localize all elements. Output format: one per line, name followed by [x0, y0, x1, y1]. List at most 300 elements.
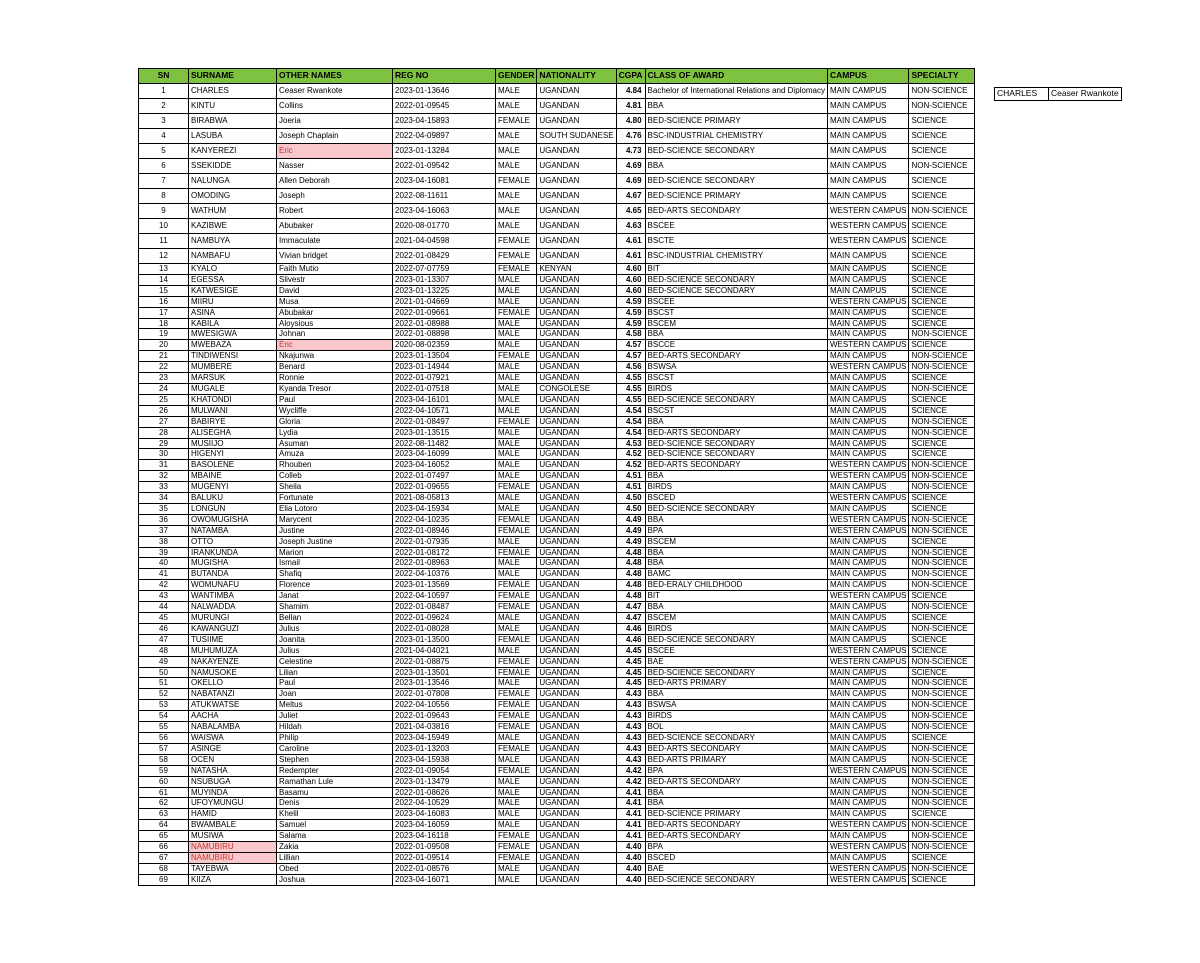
- cell-specialty[interactable]: SCIENCE: [909, 307, 975, 318]
- cell-class-of-award[interactable]: BED-SCIENCE PRIMARY: [645, 809, 827, 820]
- cell-campus[interactable]: WESTERN CAMPUS: [827, 645, 908, 656]
- cell-surname[interactable]: KYALO: [189, 264, 277, 275]
- cell-nationality[interactable]: UGANDAN: [537, 249, 616, 264]
- cell-campus[interactable]: WESTERN CAMPUS: [827, 514, 908, 525]
- cell-campus[interactable]: MAIN CAMPUS: [827, 700, 908, 711]
- cell-surname[interactable]: MWEBAZA: [189, 340, 277, 351]
- cell-class-of-award[interactable]: BIRDS: [645, 711, 827, 722]
- cell-class-of-award[interactable]: BPA: [645, 842, 827, 853]
- cell-sn[interactable]: 27: [139, 416, 189, 427]
- cell-specialty[interactable]: NON-SCIENCE: [909, 656, 975, 667]
- cell-other-names[interactable]: Stephen: [277, 754, 393, 765]
- cell-reg-no[interactable]: 2020-08-01770: [393, 219, 496, 234]
- cell-campus[interactable]: MAIN CAMPUS: [827, 776, 908, 787]
- cell-surname[interactable]: HAMID: [189, 809, 277, 820]
- cell-nationality[interactable]: CONGOLESE: [537, 383, 616, 394]
- cell-other-names[interactable]: Abubakar: [277, 307, 393, 318]
- cell-sn[interactable]: 26: [139, 405, 189, 416]
- cell-reg-no[interactable]: 2022-04-10571: [393, 405, 496, 416]
- cell-specialty[interactable]: NON-SCIENCE: [909, 689, 975, 700]
- cell-reg-no[interactable]: 2023-01-13501: [393, 667, 496, 678]
- cell-reg-no[interactable]: 2022-01-09624: [393, 613, 496, 624]
- cell-cgpa[interactable]: 4.54: [616, 405, 645, 416]
- cell-campus[interactable]: WESTERN CAMPUS: [827, 863, 908, 874]
- cell-campus[interactable]: MAIN CAMPUS: [827, 634, 908, 645]
- cell-class-of-award[interactable]: BBA: [645, 99, 827, 114]
- cell-class-of-award[interactable]: BED-SCIENCE SECONDARY: [645, 285, 827, 296]
- cell-specialty[interactable]: NON-SCIENCE: [909, 776, 975, 787]
- cell-class-of-award[interactable]: BBA: [645, 558, 827, 569]
- cell-other-names[interactable]: Paul: [277, 678, 393, 689]
- cell-sn[interactable]: 11: [139, 234, 189, 249]
- cell-sn[interactable]: 8: [139, 189, 189, 204]
- cell-sn[interactable]: 10: [139, 219, 189, 234]
- cell-gender[interactable]: MALE: [496, 863, 537, 874]
- cell-other-names[interactable]: Lillian: [277, 852, 393, 863]
- cell-nationality[interactable]: UGANDAN: [537, 623, 616, 634]
- cell-reg-no[interactable]: 2023-04-16083: [393, 809, 496, 820]
- cell-surname[interactable]: MULWANI: [189, 405, 277, 416]
- cell-gender[interactable]: MALE: [496, 373, 537, 384]
- cell-reg-no[interactable]: 2022-07-07759: [393, 264, 496, 275]
- cell-cgpa[interactable]: 4.60: [616, 285, 645, 296]
- cell-other-names[interactable]: Wycliffe: [277, 405, 393, 416]
- cell-surname[interactable]: WANTIMBA: [189, 591, 277, 602]
- cell-gender[interactable]: MALE: [496, 159, 537, 174]
- cell-nationality[interactable]: UGANDAN: [537, 743, 616, 754]
- cell-campus[interactable]: MAIN CAMPUS: [827, 285, 908, 296]
- cell-cgpa[interactable]: 4.54: [616, 416, 645, 427]
- cell-other-names[interactable]: Marion: [277, 547, 393, 558]
- cell-reg-no[interactable]: 2023-04-15934: [393, 503, 496, 514]
- cell-gender[interactable]: FEMALE: [496, 667, 537, 678]
- cell-sn[interactable]: 14: [139, 274, 189, 285]
- cell-class-of-award[interactable]: BED-ARTS SECONDARY: [645, 820, 827, 831]
- cell-sn[interactable]: 23: [139, 373, 189, 384]
- cell-nationality[interactable]: UGANDAN: [537, 174, 616, 189]
- cell-campus[interactable]: MAIN CAMPUS: [827, 394, 908, 405]
- cell-sn[interactable]: 2: [139, 99, 189, 114]
- cell-campus[interactable]: MAIN CAMPUS: [827, 602, 908, 613]
- cell-reg-no[interactable]: 2022-08-11482: [393, 438, 496, 449]
- cell-other-names[interactable]: Joshua: [277, 874, 393, 885]
- cell-class-of-award[interactable]: BSCCE: [645, 340, 827, 351]
- cell-gender[interactable]: MALE: [496, 678, 537, 689]
- cell-specialty[interactable]: NON-SCIENCE: [909, 159, 975, 174]
- cell-nationality[interactable]: UGANDAN: [537, 114, 616, 129]
- cell-other-names[interactable]: Gloria: [277, 416, 393, 427]
- cell-cgpa[interactable]: 4.59: [616, 307, 645, 318]
- cell-surname[interactable]: TINDIWENSI: [189, 351, 277, 362]
- cell-other-names[interactable]: Eric: [277, 144, 393, 159]
- cell-nationality[interactable]: UGANDAN: [537, 405, 616, 416]
- cell-specialty[interactable]: SCIENCE: [909, 874, 975, 885]
- cell-gender[interactable]: MALE: [496, 493, 537, 504]
- cell-nationality[interactable]: UGANDAN: [537, 602, 616, 613]
- cell-class-of-award[interactable]: Bachelor of International Relations and Diplomacy: [645, 84, 827, 99]
- cell-specialty[interactable]: SCIENCE: [909, 249, 975, 264]
- cell-campus[interactable]: MAIN CAMPUS: [827, 264, 908, 275]
- cell-sn[interactable]: 6: [139, 159, 189, 174]
- cell-cgpa[interactable]: 4.69: [616, 159, 645, 174]
- cell-sn[interactable]: 4: [139, 129, 189, 144]
- cell-nationality[interactable]: UGANDAN: [537, 307, 616, 318]
- cell-reg-no[interactable]: 2022-01-09655: [393, 482, 496, 493]
- cell-campus[interactable]: MAIN CAMPUS: [827, 503, 908, 514]
- cell-class-of-award[interactable]: BED-SCIENCE SECONDARY: [645, 174, 827, 189]
- cell-gender[interactable]: FEMALE: [496, 842, 537, 853]
- cell-other-names[interactable]: Zakia: [277, 842, 393, 853]
- cell-cgpa[interactable]: 4.51: [616, 471, 645, 482]
- cell-other-names[interactable]: Rhouben: [277, 460, 393, 471]
- cell-sn[interactable]: 61: [139, 787, 189, 798]
- cell-nationality[interactable]: UGANDAN: [537, 700, 616, 711]
- cell-campus[interactable]: MAIN CAMPUS: [827, 189, 908, 204]
- cell-specialty[interactable]: SCIENCE: [909, 634, 975, 645]
- cell-specialty[interactable]: NON-SCIENCE: [909, 427, 975, 438]
- cell-surname[interactable]: MARSUK: [189, 373, 277, 384]
- cell-sn[interactable]: 35: [139, 503, 189, 514]
- cell-surname[interactable]: KATWESIGE: [189, 285, 277, 296]
- header-surname[interactable]: SURNAME: [189, 69, 277, 84]
- cell-specialty[interactable]: NON-SCIENCE: [909, 602, 975, 613]
- cell-reg-no[interactable]: 2022-01-08946: [393, 525, 496, 536]
- cell-surname[interactable]: BIRABWA: [189, 114, 277, 129]
- cell-class-of-award[interactable]: BED-SCIENCE SECONDARY: [645, 394, 827, 405]
- cell-cgpa[interactable]: 4.55: [616, 373, 645, 384]
- cell-gender[interactable]: FEMALE: [496, 547, 537, 558]
- cell-sn[interactable]: 57: [139, 743, 189, 754]
- cell-surname[interactable]: HIGENYI: [189, 449, 277, 460]
- cell-sn[interactable]: 46: [139, 623, 189, 634]
- cell-other-names[interactable]: Lilian: [277, 667, 393, 678]
- cell-surname[interactable]: ASINA: [189, 307, 277, 318]
- cell-class-of-award[interactable]: BIRDS: [645, 383, 827, 394]
- cell-class-of-award[interactable]: BSCEE: [645, 645, 827, 656]
- cell-cgpa[interactable]: 4.47: [616, 602, 645, 613]
- cell-nationality[interactable]: UGANDAN: [537, 547, 616, 558]
- cell-reg-no[interactable]: 2022-04-10235: [393, 514, 496, 525]
- cell-specialty[interactable]: NON-SCIENCE: [909, 754, 975, 765]
- cell-reg-no[interactable]: 2023-04-16099: [393, 449, 496, 460]
- cell-surname[interactable]: BABIRYE: [189, 416, 277, 427]
- cell-reg-no[interactable]: 2022-01-08028: [393, 623, 496, 634]
- cell-cgpa[interactable]: 4.53: [616, 438, 645, 449]
- cell-nationality[interactable]: UGANDAN: [537, 503, 616, 514]
- cell-reg-no[interactable]: 2022-01-08988: [393, 318, 496, 329]
- cell-other-names[interactable]: Musa: [277, 296, 393, 307]
- cell-reg-no[interactable]: 2023-04-15893: [393, 114, 496, 129]
- cell-reg-no[interactable]: 2022-01-08898: [393, 329, 496, 340]
- cell-class-of-award[interactable]: BSCED: [645, 852, 827, 863]
- cell-campus[interactable]: MAIN CAMPUS: [827, 159, 908, 174]
- cell-gender[interactable]: FEMALE: [496, 634, 537, 645]
- cell-specialty[interactable]: NON-SCIENCE: [909, 471, 975, 482]
- cell-other-names[interactable]: Johnan: [277, 329, 393, 340]
- cell-specialty[interactable]: NON-SCIENCE: [909, 416, 975, 427]
- cell-cgpa[interactable]: 4.41: [616, 787, 645, 798]
- cell-reg-no[interactable]: 2022-01-08626: [393, 787, 496, 798]
- cell-campus[interactable]: WESTERN CAMPUS: [827, 460, 908, 471]
- cell-class-of-award[interactable]: BSCST: [645, 373, 827, 384]
- cell-surname[interactable]: NSUBUGA: [189, 776, 277, 787]
- cell-other-names[interactable]: Samuel: [277, 820, 393, 831]
- cell-sn[interactable]: 36: [139, 514, 189, 525]
- cell-nationality[interactable]: UGANDAN: [537, 449, 616, 460]
- cell-cgpa[interactable]: 4.57: [616, 340, 645, 351]
- cell-class-of-award[interactable]: BED-ARTS SECONDARY: [645, 351, 827, 362]
- cell-surname[interactable]: WATHUM: [189, 204, 277, 219]
- cell-other-names[interactable]: Janat: [277, 591, 393, 602]
- cell-campus[interactable]: MAIN CAMPUS: [827, 831, 908, 842]
- cell-sn[interactable]: 65: [139, 831, 189, 842]
- cell-class-of-award[interactable]: BSC-INDUSTRIAL CHEMISTRY: [645, 129, 827, 144]
- cell-reg-no[interactable]: 2023-01-13515: [393, 427, 496, 438]
- cell-nationality[interactable]: UGANDAN: [537, 765, 616, 776]
- cell-specialty[interactable]: NON-SCIENCE: [909, 558, 975, 569]
- cell-other-names[interactable]: Collins: [277, 99, 393, 114]
- cell-nationality[interactable]: UGANDAN: [537, 460, 616, 471]
- cell-specialty[interactable]: SCIENCE: [909, 285, 975, 296]
- cell-reg-no[interactable]: 2021-01-04669: [393, 296, 496, 307]
- cell-nationality[interactable]: UGANDAN: [537, 525, 616, 536]
- cell-other-names[interactable]: Philip: [277, 732, 393, 743]
- cell-nationality[interactable]: UGANDAN: [537, 394, 616, 405]
- cell-campus[interactable]: WESTERN CAMPUS: [827, 842, 908, 853]
- cell-nationality[interactable]: UGANDAN: [537, 809, 616, 820]
- cell-sn[interactable]: 34: [139, 493, 189, 504]
- cell-other-names[interactable]: Fortunate: [277, 493, 393, 504]
- cell-surname[interactable]: NAMBUYA: [189, 234, 277, 249]
- cell-class-of-award[interactable]: BBA: [645, 471, 827, 482]
- cell-reg-no[interactable]: 2023-01-13646: [393, 84, 496, 99]
- cell-class-of-award[interactable]: BSC-INDUSTRIAL CHEMISTRY: [645, 249, 827, 264]
- cell-campus[interactable]: MAIN CAMPUS: [827, 174, 908, 189]
- cell-reg-no[interactable]: 2022-01-08497: [393, 416, 496, 427]
- cell-surname[interactable]: MUSIIJO: [189, 438, 277, 449]
- cell-surname[interactable]: NABATANZI: [189, 689, 277, 700]
- cell-specialty[interactable]: NON-SCIENCE: [909, 460, 975, 471]
- cell-campus[interactable]: MAIN CAMPUS: [827, 569, 908, 580]
- cell-surname[interactable]: NALUNGA: [189, 174, 277, 189]
- cell-gender[interactable]: MALE: [496, 285, 537, 296]
- cell-reg-no[interactable]: 2021-04-03816: [393, 722, 496, 733]
- cell-campus[interactable]: MAIN CAMPUS: [827, 405, 908, 416]
- cell-cgpa[interactable]: 4.40: [616, 852, 645, 863]
- cell-reg-no[interactable]: 2022-04-10529: [393, 798, 496, 809]
- cell-sn[interactable]: 31: [139, 460, 189, 471]
- cell-reg-no[interactable]: 2023-01-13479: [393, 776, 496, 787]
- cell-specialty[interactable]: SCIENCE: [909, 234, 975, 249]
- cell-reg-no[interactable]: 2023-04-15938: [393, 754, 496, 765]
- cell-sn[interactable]: 21: [139, 351, 189, 362]
- cell-gender[interactable]: FEMALE: [496, 722, 537, 733]
- cell-cgpa[interactable]: 4.50: [616, 493, 645, 504]
- cell-gender[interactable]: FEMALE: [496, 416, 537, 427]
- cell-specialty[interactable]: NON-SCIENCE: [909, 743, 975, 754]
- cell-class-of-award[interactable]: BED-ARTS SECONDARY: [645, 204, 827, 219]
- cell-campus[interactable]: MAIN CAMPUS: [827, 249, 908, 264]
- cell-reg-no[interactable]: 2021-04-04598: [393, 234, 496, 249]
- cell-gender[interactable]: FEMALE: [496, 307, 537, 318]
- cell-cgpa[interactable]: 4.50: [616, 503, 645, 514]
- cell-sn[interactable]: 44: [139, 602, 189, 613]
- cell-other-names[interactable]: Slivestr: [277, 274, 393, 285]
- cell-campus[interactable]: MAIN CAMPUS: [827, 580, 908, 591]
- cell-other-names[interactable]: Ceaser Rwankote: [277, 84, 393, 99]
- cell-cgpa[interactable]: 4.40: [616, 874, 645, 885]
- cell-surname[interactable]: AACHA: [189, 711, 277, 722]
- cell-gender[interactable]: FEMALE: [496, 174, 537, 189]
- cell-sn[interactable]: 50: [139, 667, 189, 678]
- cell-cgpa[interactable]: 4.51: [616, 482, 645, 493]
- cell-surname[interactable]: MUGALE: [189, 383, 277, 394]
- cell-gender[interactable]: MALE: [496, 503, 537, 514]
- cell-campus[interactable]: MAIN CAMPUS: [827, 307, 908, 318]
- cell-gender[interactable]: MALE: [496, 219, 537, 234]
- cell-reg-no[interactable]: 2022-01-09514: [393, 852, 496, 863]
- cell-sn[interactable]: 25: [139, 394, 189, 405]
- cell-nationality[interactable]: UGANDAN: [537, 84, 616, 99]
- cell-surname[interactable]: UFOYMUNGU: [189, 798, 277, 809]
- cell-specialty[interactable]: SCIENCE: [909, 129, 975, 144]
- cell-nationality[interactable]: UGANDAN: [537, 874, 616, 885]
- cell-nationality[interactable]: UGANDAN: [537, 711, 616, 722]
- cell-nationality[interactable]: UGANDAN: [537, 427, 616, 438]
- cell-cgpa[interactable]: 4.61: [616, 234, 645, 249]
- cell-surname[interactable]: MUYINDA: [189, 787, 277, 798]
- cell-cgpa[interactable]: 4.63: [616, 219, 645, 234]
- cell-sn[interactable]: 49: [139, 656, 189, 667]
- cell-class-of-award[interactable]: BSCEM: [645, 613, 827, 624]
- cell-other-names[interactable]: Redempter: [277, 765, 393, 776]
- cell-nationality[interactable]: UGANDAN: [537, 852, 616, 863]
- cell-class-of-award[interactable]: BED-ARTS SECONDARY: [645, 460, 827, 471]
- cell-reg-no[interactable]: 2022-01-09643: [393, 711, 496, 722]
- cell-campus[interactable]: MAIN CAMPUS: [827, 438, 908, 449]
- cell-other-names[interactable]: Amuza: [277, 449, 393, 460]
- cell-gender[interactable]: FEMALE: [496, 656, 537, 667]
- cell-campus[interactable]: MAIN CAMPUS: [827, 416, 908, 427]
- cell-class-of-award[interactable]: BBA: [645, 514, 827, 525]
- cell-class-of-award[interactable]: BED-SCIENCE SECONDARY: [645, 503, 827, 514]
- cell-cgpa[interactable]: 4.67: [616, 189, 645, 204]
- cell-surname[interactable]: MIIRU: [189, 296, 277, 307]
- cell-reg-no[interactable]: 2023-01-13307: [393, 274, 496, 285]
- cell-reg-no[interactable]: 2022-01-08875: [393, 656, 496, 667]
- cell-campus[interactable]: MAIN CAMPUS: [827, 144, 908, 159]
- cell-campus[interactable]: MAIN CAMPUS: [827, 558, 908, 569]
- cell-class-of-award[interactable]: BAMC: [645, 569, 827, 580]
- cell-surname[interactable]: OWOMUGISHA: [189, 514, 277, 525]
- cell-nationality[interactable]: UGANDAN: [537, 558, 616, 569]
- cell-reg-no[interactable]: 2023-04-15949: [393, 732, 496, 743]
- cell-nationality[interactable]: UGANDAN: [537, 514, 616, 525]
- cell-sn[interactable]: 1: [139, 84, 189, 99]
- cell-cgpa[interactable]: 4.81: [616, 99, 645, 114]
- cell-specialty[interactable]: SCIENCE: [909, 340, 975, 351]
- cell-cgpa[interactable]: 4.43: [616, 689, 645, 700]
- cell-nationality[interactable]: UGANDAN: [537, 732, 616, 743]
- cell-surname[interactable]: MWESIGWA: [189, 329, 277, 340]
- cell-campus[interactable]: WESTERN CAMPUS: [827, 234, 908, 249]
- cell-class-of-award[interactable]: BPA: [645, 525, 827, 536]
- cell-sn[interactable]: 43: [139, 591, 189, 602]
- cell-campus[interactable]: MAIN CAMPUS: [827, 427, 908, 438]
- cell-campus[interactable]: WESTERN CAMPUS: [827, 362, 908, 373]
- cell-gender[interactable]: MALE: [496, 144, 537, 159]
- cell-reg-no[interactable]: 2023-01-13284: [393, 144, 496, 159]
- cell-specialty[interactable]: SCIENCE: [909, 852, 975, 863]
- cell-gender[interactable]: FEMALE: [496, 264, 537, 275]
- cell-campus[interactable]: MAIN CAMPUS: [827, 722, 908, 733]
- cell-other-names[interactable]: Joeria: [277, 114, 393, 129]
- cell-reg-no[interactable]: 2023-01-13500: [393, 634, 496, 645]
- cell-gender[interactable]: MALE: [496, 84, 537, 99]
- cell-nationality[interactable]: UGANDAN: [537, 645, 616, 656]
- cell-cgpa[interactable]: 4.49: [616, 536, 645, 547]
- cell-class-of-award[interactable]: BED-SCIENCE SECONDARY: [645, 274, 827, 285]
- cell-class-of-award[interactable]: BBA: [645, 689, 827, 700]
- header-other-names[interactable]: OTHER NAMES: [277, 69, 393, 84]
- cell-campus[interactable]: WESTERN CAMPUS: [827, 765, 908, 776]
- cell-surname[interactable]: NATASHA: [189, 765, 277, 776]
- cell-nationality[interactable]: UGANDAN: [537, 204, 616, 219]
- header-sn[interactable]: SN: [139, 69, 189, 84]
- cell-class-of-award[interactable]: BED-SCIENCE SECONDARY: [645, 634, 827, 645]
- cell-nationality[interactable]: UGANDAN: [537, 318, 616, 329]
- cell-class-of-award[interactable]: BIRDS: [645, 623, 827, 634]
- cell-surname[interactable]: TAYEBWA: [189, 863, 277, 874]
- cell-class-of-award[interactable]: BSCEE: [645, 296, 827, 307]
- cell-gender[interactable]: MALE: [496, 787, 537, 798]
- cell-gender[interactable]: FEMALE: [496, 249, 537, 264]
- cell-sn[interactable]: 67: [139, 852, 189, 863]
- cell-specialty[interactable]: SCIENCE: [909, 174, 975, 189]
- cell-reg-no[interactable]: 2022-01-07518: [393, 383, 496, 394]
- cell-class-of-award[interactable]: BED-ERALY CHILDHOOD: [645, 580, 827, 591]
- cell-other-names[interactable]: Lydia: [277, 427, 393, 438]
- cell-cgpa[interactable]: 4.43: [616, 722, 645, 733]
- cell-gender[interactable]: FEMALE: [496, 234, 537, 249]
- cell-campus[interactable]: MAIN CAMPUS: [827, 743, 908, 754]
- cell-surname[interactable]: KHATONDI: [189, 394, 277, 405]
- cell-specialty[interactable]: SCIENCE: [909, 536, 975, 547]
- cell-surname[interactable]: OKELLO: [189, 678, 277, 689]
- cell-specialty[interactable]: SCIENCE: [909, 405, 975, 416]
- cell-nationality[interactable]: UGANDAN: [537, 144, 616, 159]
- cell-cgpa[interactable]: 4.60: [616, 274, 645, 285]
- cell-gender[interactable]: MALE: [496, 129, 537, 144]
- cell-other-names[interactable]: Joseph Chaplain: [277, 129, 393, 144]
- cell-gender[interactable]: FEMALE: [496, 689, 537, 700]
- cell-gender[interactable]: FEMALE: [496, 114, 537, 129]
- cell-nationality[interactable]: UGANDAN: [537, 362, 616, 373]
- cell-cgpa[interactable]: 4.54: [616, 427, 645, 438]
- cell-specialty[interactable]: NON-SCIENCE: [909, 329, 975, 340]
- cell-cgpa[interactable]: 4.48: [616, 591, 645, 602]
- cell-gender[interactable]: MALE: [496, 383, 537, 394]
- cell-gender[interactable]: MALE: [496, 809, 537, 820]
- cell-surname[interactable]: LONGUN: [189, 503, 277, 514]
- cell-reg-no[interactable]: 2022-04-10376: [393, 569, 496, 580]
- cell-nationality[interactable]: UGANDAN: [537, 438, 616, 449]
- cell-surname[interactable]: BASOLENE: [189, 460, 277, 471]
- cell-class-of-award[interactable]: BSWSA: [645, 362, 827, 373]
- cell-cgpa[interactable]: 4.48: [616, 580, 645, 591]
- cell-gender[interactable]: MALE: [496, 623, 537, 634]
- cell-gender[interactable]: MALE: [496, 613, 537, 624]
